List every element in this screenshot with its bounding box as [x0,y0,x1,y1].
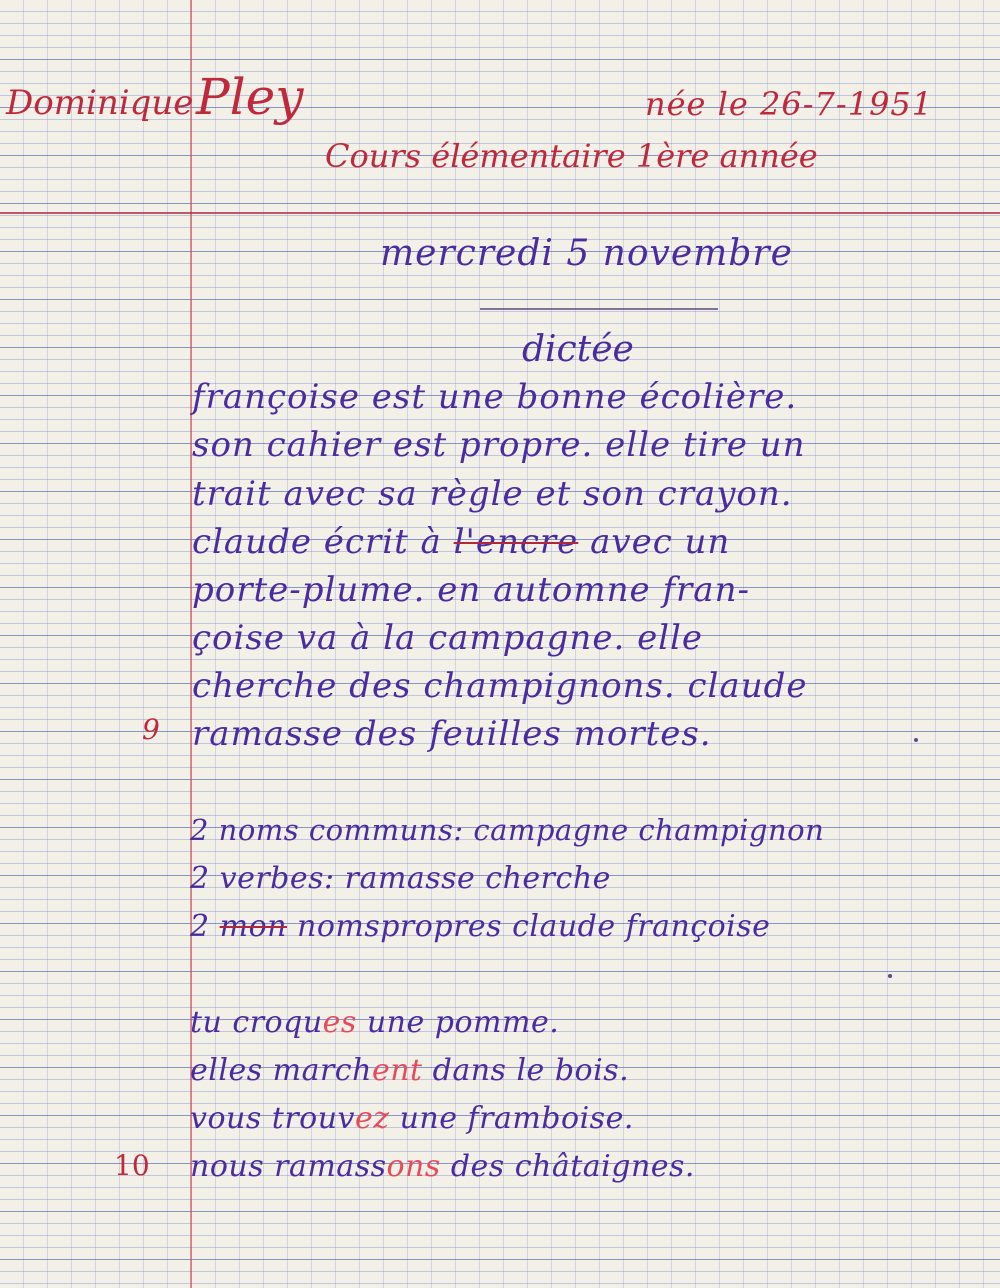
crossed-out-word: mon [219,909,287,944]
verb-ending: ez [355,1101,390,1136]
sentence-rest: dans le bois. [422,1053,630,1088]
dictation-line: trait avec sa règle et son crayon. [192,474,793,514]
dictation-line: ramasse des feuilles mortes. [192,714,712,754]
dictation-text: claude écrit à [192,522,454,562]
verb-stem: vous trouv [190,1101,355,1136]
grammar-line: 2 verbes: ramasse cherche [190,861,611,896]
dictation-line: son cahier est propre. elle tire un [192,425,806,465]
sentence-rest: une pomme. [356,1005,560,1040]
verb-ending: ons [386,1149,441,1184]
sentence-rest: une framboise. [389,1101,634,1136]
lesson-date: mercredi 5 novembre [380,233,793,274]
crossed-out-word: l'encre [453,522,579,562]
conjugation-line [190,1053,630,1088]
dictation-line: françoise est une bonne écolière. [192,377,798,417]
bold-grid-line [0,971,1000,972]
verb-stem: elles march [190,1053,372,1088]
grammar-line: 2 noms communs: campagne champignon [190,813,825,847]
ink-dot [888,974,892,978]
header-rule [0,212,1000,214]
conjugation-grade: 10 [114,1149,150,1182]
sentence-rest: des châtaignes. [440,1149,695,1184]
verb-ending: ent [371,1053,423,1088]
bold-grid-line [0,1211,1000,1212]
bold-grid-line [0,203,1000,204]
dictation-text: avec un [578,522,731,562]
birth-date: née le 26-7-1951 [645,85,934,123]
grammar-text: nomspropres claude françoise [286,909,771,944]
bold-grid-line [0,347,1000,348]
verb-stem: nous ramass [190,1149,387,1184]
class-level: Cours élémentaire 1ère année [325,137,818,175]
conjugation-line [190,1101,634,1136]
verb-stem: tu croqu [190,1005,323,1040]
dictation-line: çoise va à la campagne. elle [192,618,704,658]
bold-grid-line [0,1259,1000,1260]
section-title: dictée [522,329,634,370]
bold-grid-line [0,299,1000,300]
conjugation-line [190,1005,560,1040]
bold-grid-line [0,779,1000,780]
bold-grid-line [0,59,1000,60]
student-first-name: Dominique [6,83,194,123]
verb-ending: es [322,1005,357,1040]
dictation-line: porte-plume. en automne fran- [192,570,750,610]
dictation-line [192,522,731,562]
dictation-grade: 9 [142,713,160,746]
student-last-name: Pley [196,68,304,126]
grammar-line [190,909,771,944]
ink-dot [914,738,918,742]
conjugation-line [190,1149,695,1184]
grammar-text: 2 [190,909,220,944]
title-underline [480,308,718,310]
dictation-line: cherche des champignons. claude [192,666,808,706]
